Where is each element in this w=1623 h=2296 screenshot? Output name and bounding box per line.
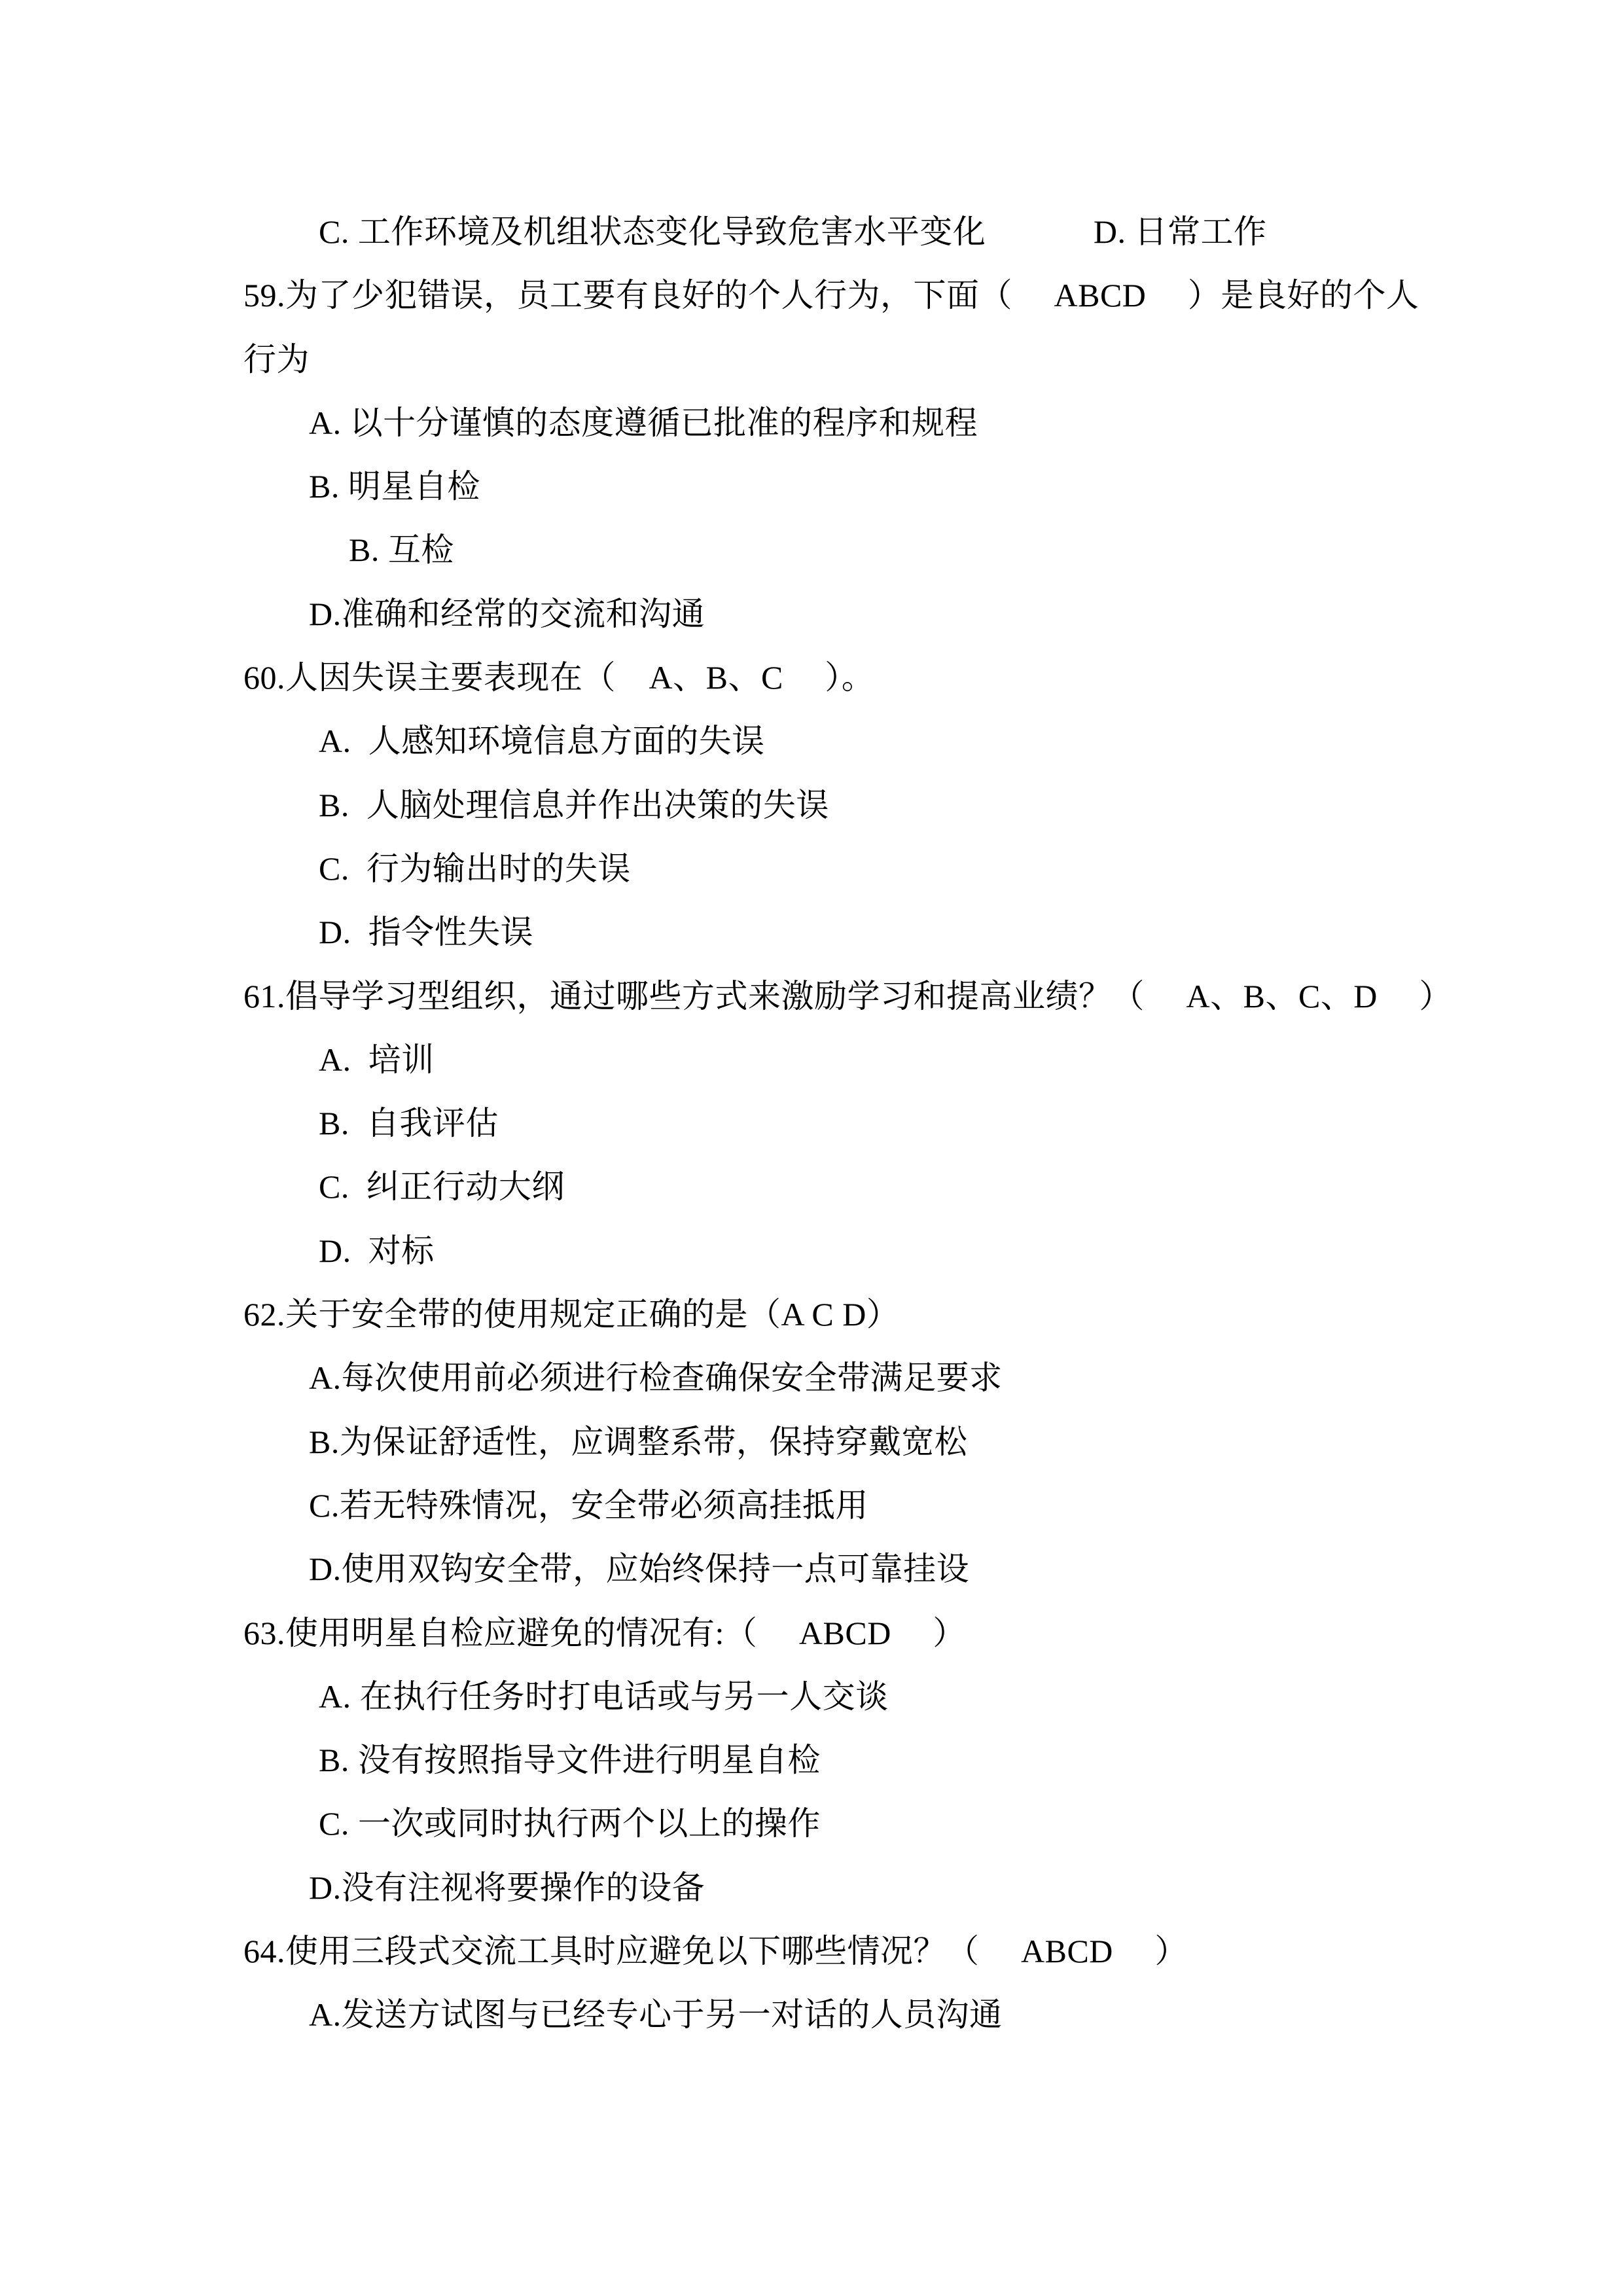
q63-option-c: C. 一次或同时执行两个以上的操作 [319,1805,821,1842]
q62-stem: 62.关于安全带的使用规定正确的是（A C D） [243,1296,900,1333]
q59-option-b-duplicate: B. 互检 [349,531,454,569]
q63-stem: 63.使用明星自检应避免的情况有:（ ABCD ） [243,1614,966,1651]
q60-option-b: B. 人脑处理信息并作出决策的失误 [319,786,829,823]
q59-option-d: D.准确和经常的交流和沟通 [309,595,705,632]
q61-option-c: C. 纠正行动大纲 [319,1168,565,1206]
q62-option-a: A.每次使用前必须进行检查确保安全带满足要求 [309,1359,1003,1397]
q59-option-b: B. 明星自检 [309,468,480,505]
q60-option-a: A. 人感知环境信息方面的失误 [319,723,765,760]
q61-stem: 61.倡导学习型组织，通过哪些方式来激励学习和提高业绩？（ A、B、C、D ） [243,977,1452,1014]
q59-stem-line-2: 行为 [243,340,310,378]
q62-option-b: B.为保证舒适性，应调整系带，保持穿戴宽松 [309,1423,968,1460]
prev-question-options-line: C. 工作环境及机组状态变化导致危害水平变化 D. 日常工作 [319,213,1267,250]
q63-option-a: A. 在执行任务时打电话或与另一人交谈 [319,1677,889,1715]
q62-option-c: C.若无特殊情况，安全带必须高挂抵用 [309,1486,868,1524]
q64-option-a: A.发送方试图与已经专心于另一对话的人员沟通 [309,1996,1003,2034]
q59-stem-line-1: 59.为了少犯错误，员工要有良好的个人行为，下面（ ABCD ）是良好的个人 [243,277,1419,314]
q60-option-c: C. 行为输出时的失误 [319,850,631,887]
q61-option-a: A. 培训 [319,1041,435,1078]
q60-option-d: D. 指令性失误 [319,914,534,951]
q61-option-b: B. 自我评估 [319,1105,499,1142]
q62-option-d: D.使用双钩安全带，应始终保持一点可靠挂设 [309,1551,970,1588]
q64-stem: 64.使用三段式交流工具时应避免以下哪些情况？（ ABCD ） [243,1933,1188,1970]
q61-option-d: D. 对标 [319,1232,435,1269]
q63-option-d: D.没有注视将要操作的设备 [309,1869,705,1906]
q59-option-a: A. 以十分谨慎的态度遵循已批准的程序和规程 [309,404,978,441]
q63-option-b: B. 没有按照指导文件进行明星自检 [319,1742,821,1779]
q60-stem: 60.人因失误主要表现在（ A、B、C ）。 [243,659,875,696]
